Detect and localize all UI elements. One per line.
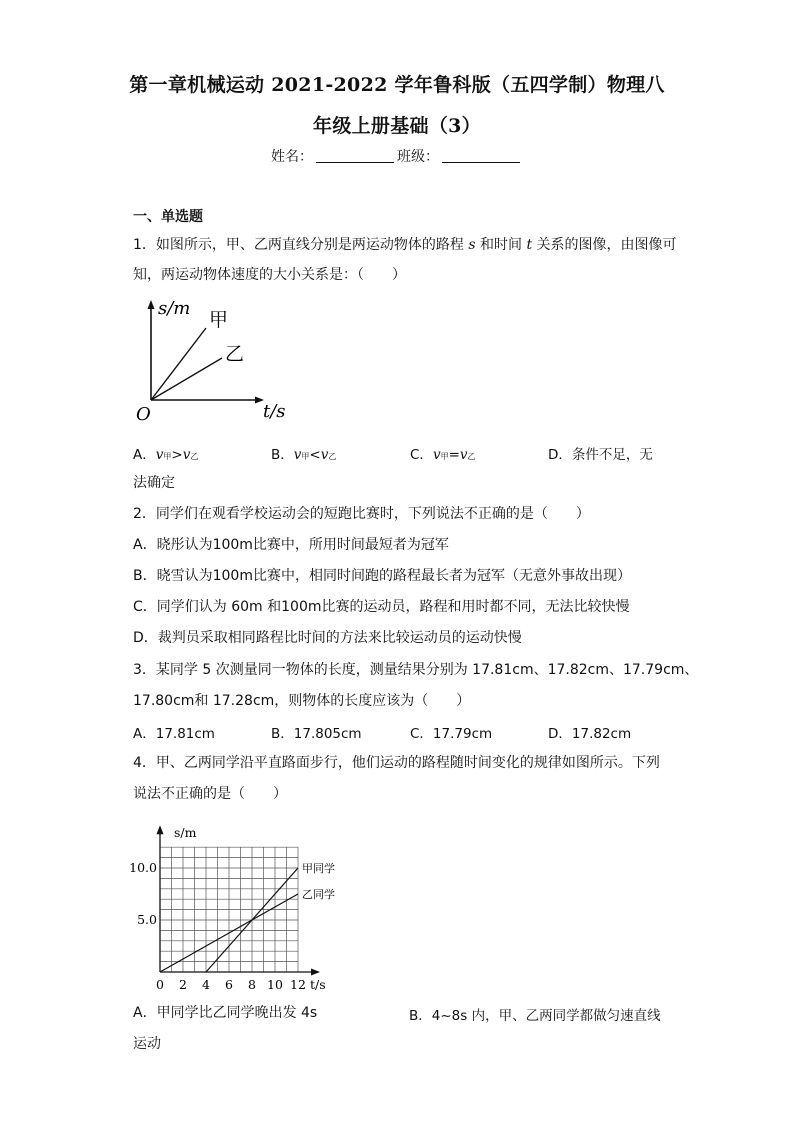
q1-stem-line-2: 知，两运动物体速度的大小关系是：（ ）: [133, 267, 406, 283]
name-label: 姓名：: [271, 149, 313, 165]
q2-option-b[interactable]: B．晓雪认为100m比赛中，相同时间跑的路程最长者为冠军（无意外事故出现）: [133, 568, 631, 584]
q3-option-b[interactable]: B．17.805cm: [271, 726, 362, 742]
q4-option-a[interactable]: A．甲同学比乙同学晚出发 4s: [133, 1005, 318, 1021]
class-blank[interactable]: [442, 148, 520, 163]
x-tick-label: 2: [179, 977, 187, 992]
name-class-line: [0, 146, 794, 166]
series-label-0: 甲同学: [302, 862, 335, 875]
q4-stem-line-1: 4．甲、乙两同学沿平直路面步行，他们运动的路程随时间变化的规律如图所示。下列: [133, 755, 660, 771]
q4-option-b[interactable]: B．4~8s 内，甲、乙两同学都做匀速直线: [409, 1008, 661, 1024]
q4-distance-time-chart: [128, 810, 348, 995]
q1-figure: [132, 292, 302, 427]
q1-option-a[interactable]: A．v甲>v乙: [133, 447, 199, 463]
q1-stem-line-1: 1．如图所示，甲、乙两直线分别是两运动物体的路程 s 和时间 t 关系的图像，由图像可: [133, 237, 677, 253]
y-tick-label: 5.0: [137, 912, 157, 927]
q1-option-c[interactable]: C．v甲=v乙: [410, 447, 476, 463]
q1-line-yi: [151, 358, 222, 400]
name-blank[interactable]: [316, 148, 394, 163]
q1-label-jia: 甲: [209, 309, 229, 331]
section-title: 一、单选题: [133, 209, 203, 225]
x-tick-label: 8: [248, 977, 256, 992]
q1-label-yi: 乙: [225, 343, 245, 365]
q2-stem: 2．同学们在观看学校运动会的短跑比赛时，下列说法不正确的是（ ）: [133, 506, 590, 522]
q1-line-jia: [151, 328, 206, 400]
y-tick-label: 10.0: [129, 860, 157, 875]
chart-grid: [160, 847, 298, 972]
q3-stem-line-2: 17.80cm和 17.28cm，则物体的长度应该为（ ）: [133, 693, 471, 709]
q3-option-c[interactable]: C．17.79cm: [410, 726, 493, 742]
q3-option-a[interactable]: A．17.81cm: [133, 726, 215, 742]
q1-option-b[interactable]: B．v甲<v乙: [271, 447, 337, 463]
y-axis-arrow: [157, 825, 164, 834]
q1-option-d[interactable]: D．条件不足，无: [548, 447, 653, 463]
x-tick-label: 12: [290, 977, 306, 992]
q1-option-d-cont: 法确定: [133, 475, 175, 491]
x-axis-title: t/s: [310, 977, 326, 992]
page-title-line-2: 年级上册基础（3）: [313, 115, 481, 137]
q1-xlabel: t/s: [263, 401, 286, 422]
series-label-1: 乙同学: [302, 888, 335, 901]
q3-option-d[interactable]: D．17.82cm: [548, 726, 632, 742]
x-tick-label: 10: [267, 977, 283, 992]
page-title-line-1: 第一章机械运动 2021-2022 学年鲁科版（五四学制）物理八: [129, 74, 665, 96]
q4-stem-line-2: 说法不正确的是（ ）: [133, 786, 287, 802]
x-axis-arrow: [311, 969, 320, 976]
q4-option-b-cont: 运动: [133, 1036, 161, 1052]
x-tick-label: 4: [202, 977, 210, 992]
x-tick-label: 0: [156, 977, 164, 992]
q2-option-c[interactable]: C．同学们认为 60m 和100m比赛的运动员，路程和用时都不同，无法比较快慢: [133, 599, 630, 615]
y-axis-title: s/m: [174, 825, 197, 841]
q3-stem-line-1: 3．某同学 5 次测量同一物体的长度，测量结果分别为 17.81cm、17.82cm、17.79cm、: [133, 662, 699, 678]
class-label: 班级：: [397, 149, 439, 165]
q1-ylabel: s/m: [158, 298, 191, 319]
q1-origin: O: [136, 404, 151, 425]
q2-option-d[interactable]: D．裁判员采取相同路程比时间的方法来比较运动员的运动快慢: [133, 630, 522, 646]
q2-option-a[interactable]: A．晓彤认为100m比赛中，所用时间最短者为冠军: [133, 537, 449, 553]
chart-axes: [157, 825, 321, 975]
x-tick-label: 6: [225, 977, 233, 992]
